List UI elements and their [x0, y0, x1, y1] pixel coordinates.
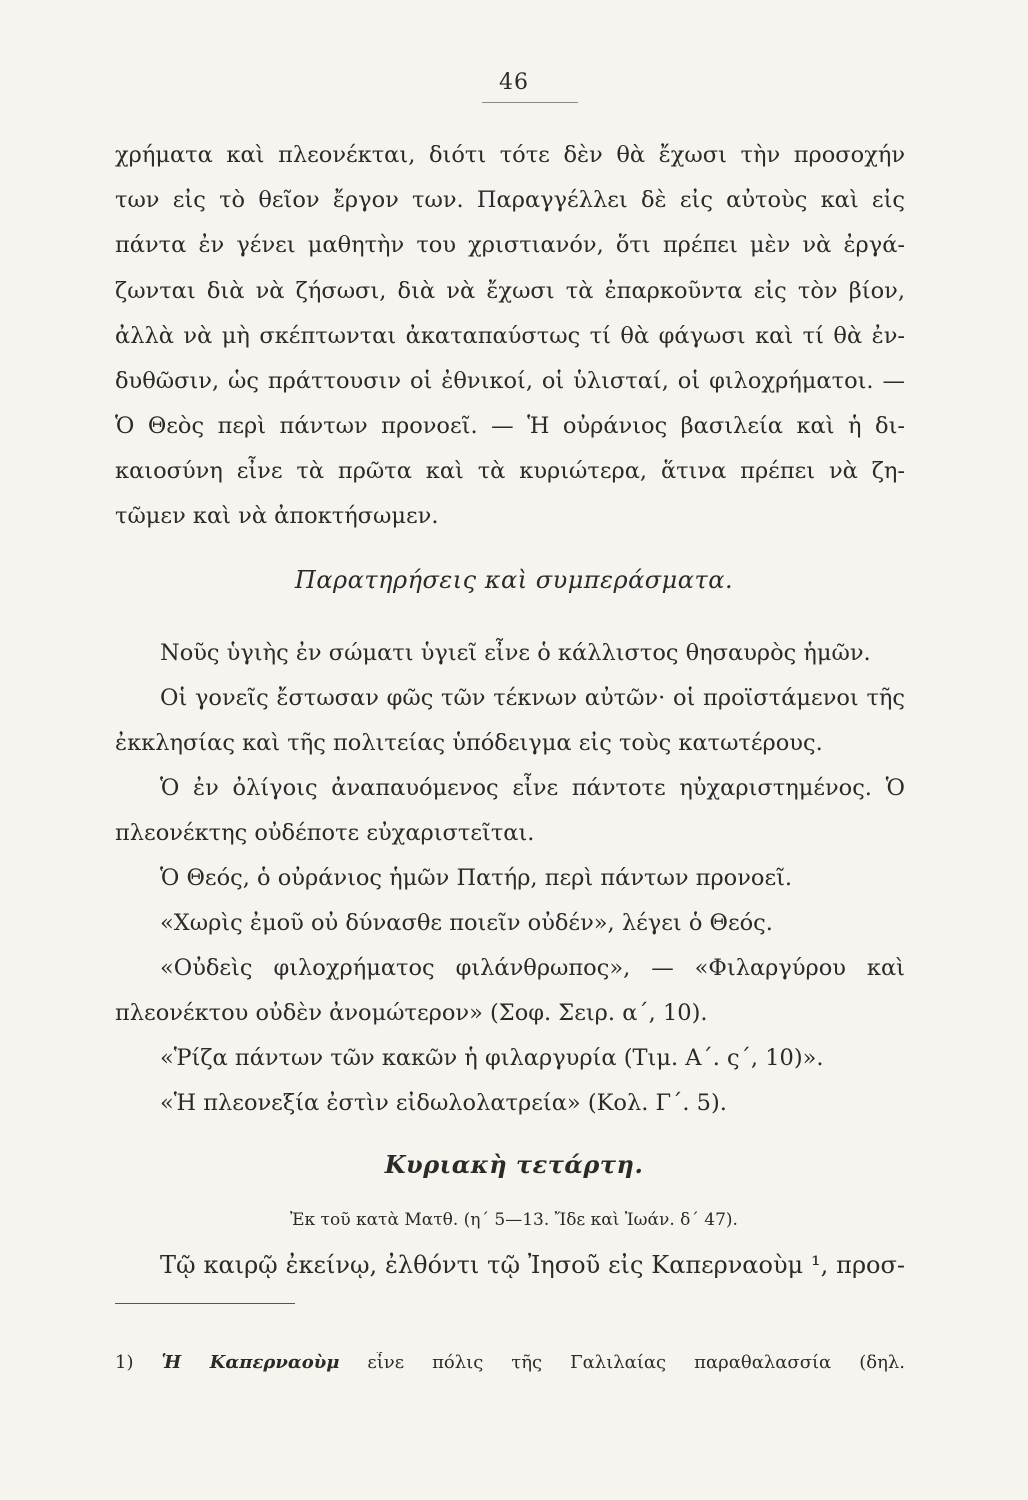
paragraph-line: καιοσύνη εἶνε τὰ πρῶτα καὶ τὰ κυριώτερα, ἅτινα πρέπει νὰ ζη-	[115, 458, 905, 484]
observation-line: Ὁ Θεός, ὁ οὐράνιος ἡμῶν Πατήρ, περὶ πάντων προνοεῖ.	[160, 865, 793, 891]
observation-line: «Ἡ πλεονεξία ἐστὶν εἰδωλολατρεία» (Κολ. Γ΄. 5).	[160, 1090, 727, 1116]
paragraph-line: πάντα ἐν γένει μαθητὴν του χριστιανόν, ὅτι πρέπει μὲν νὰ ἐργά-	[115, 232, 905, 258]
paragraph-line: ἀλλὰ νὰ μὴ σκέπτωνται ἀκαταπαύστως τί θὰ φάγωσι καὶ τί θὰ ἐν-	[115, 323, 905, 349]
footnote-number: 1)	[115, 1352, 134, 1373]
footnote-rule	[115, 1303, 295, 1304]
gospel-opening-line: Τῷ καιρῷ ἐκείνῳ, ἐλθόντι τῷ Ἰησοῦ εἰς Καπερναοὺμ ¹, προσ-	[160, 1251, 905, 1279]
paragraph-line: των εἰς τὸ θεῖον ἔργον των. Παραγγέλλει δὲ εἰς αὐτοὺς καὶ εἰς	[115, 187, 905, 213]
footnote-text: εἶνε πόλις τῆς Γαλιλαίας παραθαλασσία (δηλ.	[367, 1352, 905, 1373]
observation-line: «Οὐδεὶς φιλοχρήματος φιλάνθρωπος», — «Φιλαργύρου καὶ	[160, 955, 905, 981]
observation-line: Ὁ ἐν ὀλίγοις ἀναπαυόμενος εἶνε πάντοτε ηὐχαριστημένος. Ὁ	[160, 775, 905, 801]
observation-line: «Ῥίζα πάντων τῶν κακῶν ἡ φιλαργυρία (Τιμ. Α΄. ς΄, 10)».	[160, 1045, 824, 1071]
paragraph-line: Ὁ Θεὸς περὶ πάντων προνοεῖ. — Ἡ οὐράνιος βασιλεία καὶ ἡ δι-	[115, 413, 905, 439]
observation-line: Νοῦς ὑγιὴς ἐν σώματι ὑγιεῖ εἶνε ὁ κάλλιστος θησαυρὸς ἡμῶν.	[160, 640, 871, 666]
paragraph-line: τῶμεν καὶ νὰ ἀποκτήσωμεν.	[115, 503, 439, 529]
page-number: 46	[499, 70, 529, 95]
page-number-rule	[482, 102, 578, 103]
footnote	[115, 1352, 905, 1373]
footnote-term: Ἡ Καπερναοὺμ	[161, 1352, 340, 1373]
paragraph-line: δυθῶσιν, ὡς πράττουσιν οἱ ἐθνικοί, οἱ ὑλισταί, οἱ φιλοχρήματοι. —	[115, 368, 905, 394]
observation-line: Οἱ γονεῖς ἔστωσαν φῶς τῶν τέκνων αὐτῶν· οἱ προϊστάμενοι τῆς	[160, 685, 905, 711]
observation-line: πλεονέκτης οὐδέποτε εὐχαριστεῖται.	[115, 820, 535, 846]
gospel-reference: Ἐκ τοῦ κατὰ Ματθ. (η΄ 5—13. Ἴδε καὶ Ἰωάν. δ΄ 47).	[290, 1210, 738, 1230]
section-heading: Παρατηρήσεις καὶ συμπεράσματα.	[294, 566, 734, 594]
observation-line: «Χωρὶς ἐμοῦ οὐ δύνασθε ποιεῖν οὐδέν», λέγει ὁ Θεός.	[160, 910, 773, 936]
sunday-heading: Κυριακὴ τετάρτη.	[384, 1150, 644, 1179]
observation-line: ἐκκλησίας καὶ τῆς πολιτείας ὑπόδειγμα εἰς τοὺς κατωτέρους.	[115, 730, 823, 756]
observation-line: πλεονέκτου οὐδὲν ἀνομώτερον» (Σοφ. Σειρ. α΄, 10).	[115, 1000, 708, 1026]
paragraph-line: χρήματα καὶ πλεονέκται, διότι τότε δὲν θὰ ἔχωσι τὴν προσοχήν	[115, 142, 905, 168]
paragraph-line: ζωνται διὰ νὰ ζήσωσι, διὰ νὰ ἔχωσι τὰ ἐπαρκοῦντα εἰς τὸν βίον,	[115, 278, 905, 304]
